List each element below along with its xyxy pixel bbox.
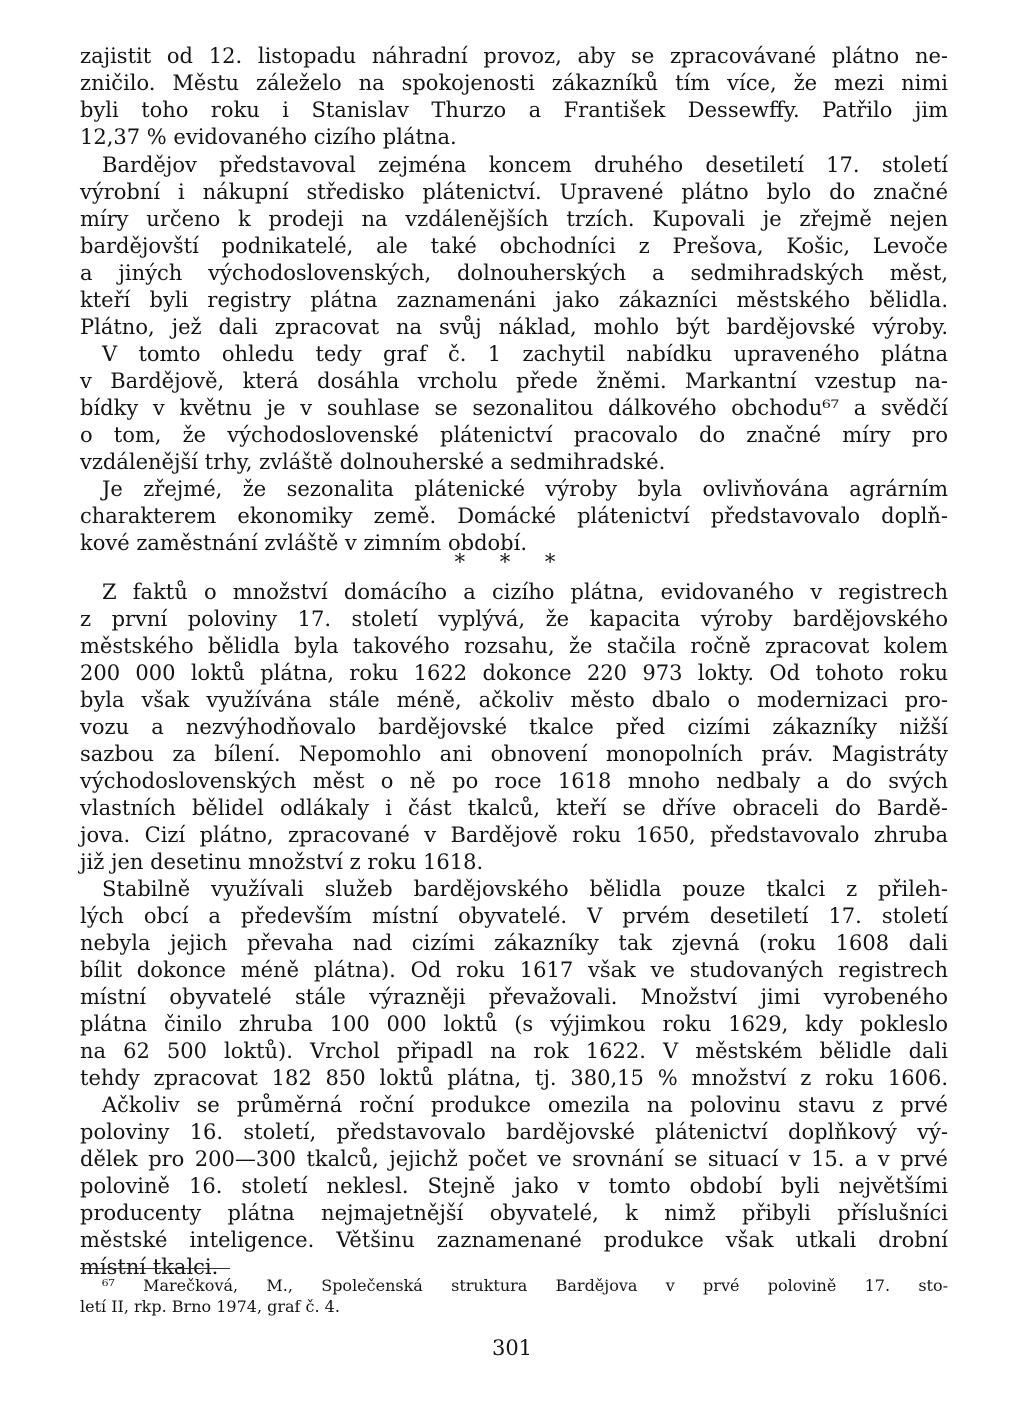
text-line: kové zaměstnání zvláště v zimním období. [80, 531, 527, 555]
text-line: Je zřejmé, že sezonalita plátenické výroby byla ovlivňována agrárním [102, 477, 948, 501]
text-line: městského bělidla byla takového rozsahu, že stačila ročně zpracovat kolem [80, 634, 948, 658]
text-line: V tomto ohledu tedy graf č. 1 zachytil nabídku upraveného plátna [102, 342, 948, 366]
text-line: vzdálenější trhy, zvláště dolnouherské a sedmihradské. [80, 450, 666, 474]
text-line: jova. Cizí plátno, zpracované v Bardějově roku 1650, představovalo zhruba [80, 823, 948, 847]
text-line: dělek pro 200—300 tkalců, jejichž počet ve srovnání se situací v 15. a v prvé [80, 1147, 948, 1171]
text-line: bílit dokonce méně plátna). Od roku 1617 však ve studovaných registrech [80, 958, 948, 982]
text-line: nebyla jejich převaha nad cizími zákazníky tak zjevná (roku 1608 dali [80, 931, 948, 955]
text-line: o tom, že východoslovenské plátenictví pracovalo do značné míry pro [80, 423, 948, 447]
text-line: Z faktů o množství domácího a cizího plátna, evidovaného v registrech [102, 580, 948, 604]
text-line: kteří byli registry plátna zaznamenáni jako zákazníci městského bělidla. [80, 288, 948, 312]
text-line: tehdy zpracovat 182 850 loktů plátna, tj. 380,15 % množství z roku 1606. [80, 1066, 948, 1090]
text-line: místní obyvatelé stále výrazněji převažovali. Množství jimi vyrobeného [80, 985, 948, 1009]
text-line: z první poloviny 17. století vyplývá, že kapacita výroby bardějovského [80, 607, 948, 631]
text-line: východoslovenských měst o ně po roce 1618 mnoho nedbaly a do svých [80, 769, 948, 793]
text-line: vlastních bělidel odlákaly i část tkalců, kteří se dříve obraceli do Bardě- [80, 796, 948, 820]
text-line: 12,37 % evidovaného cizího plátna. [80, 125, 457, 149]
text-line: lých obcí a především místní obyvatelé. V prvém desetiletí 17. století [80, 904, 948, 928]
text-line: míry určeno k prodeji na vzdálenějších trzích. Kupovali je zřejmě nejen [80, 207, 948, 231]
section-separator: * * * [454, 550, 570, 574]
text-line: na 62 500 loktů). Vrchol připadl na rok 1622. V městském bělidle dali [80, 1039, 948, 1063]
text-line: producenty plátna nejmajetnější obyvatelé, k nimž přibyli příslušníci [80, 1201, 948, 1225]
text-line: Plátno, jež dali zpracovat na svůj náklad, mohlo být bardějovské výroby. [80, 315, 948, 339]
footnote-rule [80, 1268, 230, 1269]
text-line: zajistit od 12. listopadu náhradní provoz, aby se zpracovávané plátno ne- [80, 44, 948, 68]
page-number: 301 [491, 1336, 533, 1360]
footnote-line: ⁶⁷ Marečková, M., Společenská struktura Bardějova v prvé polovině 17. sto- [102, 1276, 948, 1295]
text-line: v Bardějově, která dosáhla vrcholu přede žněmi. Markantní vzestup na- [80, 369, 948, 393]
text-line: Stabilně využívali služeb bardějovského bělidla pouze tkalci z přileh- [102, 877, 948, 901]
text-line: městské inteligence. Většinu zaznamenané produkce však utkali drobní [80, 1228, 948, 1252]
footnote-line: letí II, rkp. Brno 1974, graf č. 4. [80, 1297, 340, 1316]
text-line: sazbou za bílení. Nepomohlo ani obnovení monopolních práv. Magistráty [80, 742, 948, 766]
text-line: 200 000 loktů plátna, roku 1622 dokonce 220 973 lokty. Od tohoto roku [80, 661, 948, 685]
text-line: poloviny 16. století, představovalo bardějovské plátenictví doplňkový vý- [80, 1120, 948, 1144]
text-line: bídky v květnu je v souhlase se sezonalitou dálkového obchodu⁶⁷ a svědčí [80, 396, 948, 420]
text-line: byli toho roku i Stanislav Thurzo a František Dessewffy. Patřilo jim [80, 98, 948, 122]
text-line: byla však využívána stále méně, ačkoliv město dbalo o modernizaci pro- [80, 688, 948, 712]
text-line: Ačkoliv se průměrná roční produkce omezila na polovinu stavu z prvé [102, 1093, 948, 1117]
text-line: charakterem ekonomiky země. Domácké plátenictví představovalo doplň- [80, 504, 948, 528]
text-line: zničilo. Městu záleželo na spokojenosti zákazníků tím více, že mezi nimi [80, 71, 948, 95]
text-line: bardějovští podnikatelé, ale také obchodníci z Prešova, Košic, Levoče [80, 234, 948, 258]
text-line: výrobní i nákupní středisko plátenictví. Upravené plátno bylo do značné [80, 180, 948, 204]
text-line: Bardějov představoval zejména koncem druhého desetiletí 17. století [102, 153, 948, 177]
text-line: a jiných východoslovenských, dolnouherských a sedmihradských měst, [80, 261, 948, 285]
text-line: již jen desetinu množství z roku 1618. [80, 850, 484, 874]
text-line: místní tkalci. [80, 1255, 219, 1279]
text-line: polovině 16. století neklesl. Stejně jako v tomto období byli největšími [80, 1174, 948, 1198]
text-line: vozu a nezvýhodňovalo bardějovské tkalce před cizími zákazníky nižší [80, 715, 948, 739]
text-line: plátna činilo zhruba 100 000 loktů (s výjimkou roku 1629, kdy pokleslo [80, 1012, 948, 1036]
